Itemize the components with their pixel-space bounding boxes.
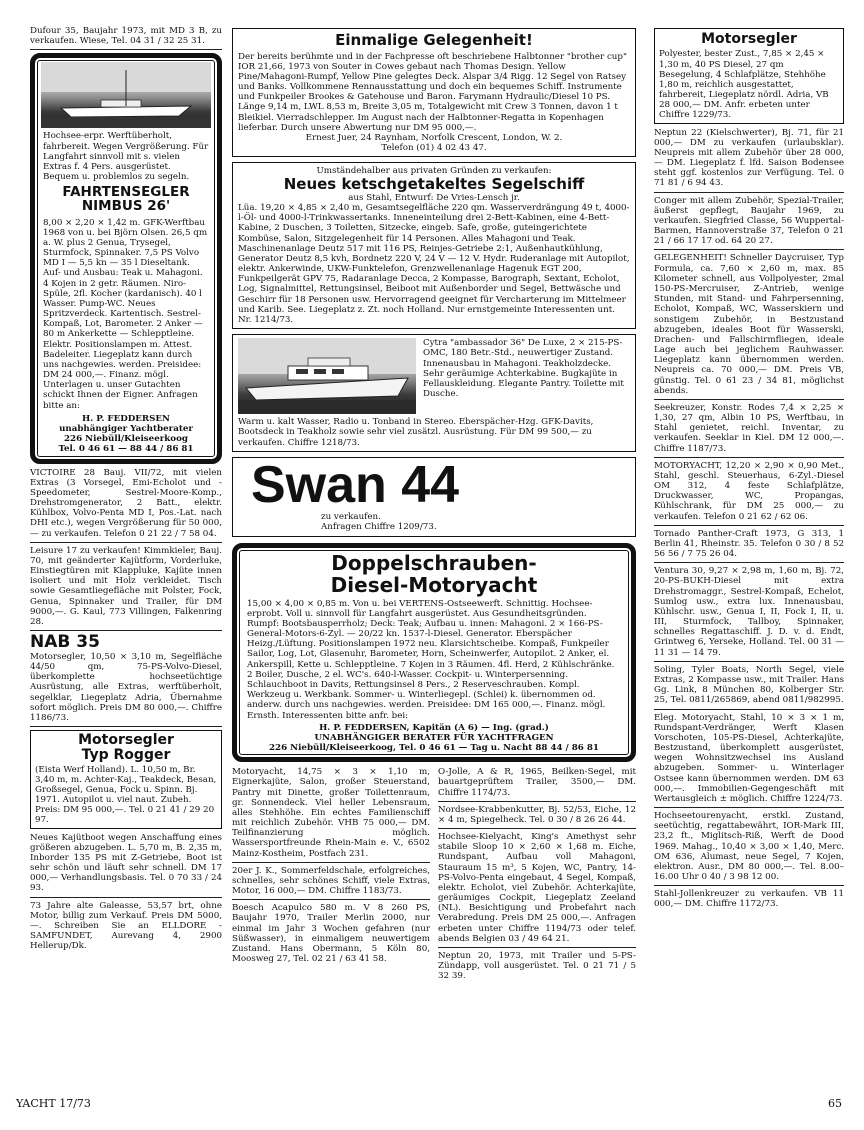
ad-leisure-text: Leisure 17 zu verkaufen! Kimmkieler, Bauj. 70, mit geänderter Kajütform, Vorderluke, Einstiegtüren mit Klappluke, Kajüte innen isoliert und mit Holz verkleidet. Tisch sowie Gesamtliegefläche mit Polster, Fock, Genua, Spinnaker und Trailer, für DM 9000,—. G. Kaul, 773 Villingen, Falkenring 28. — [30, 545, 222, 627]
ad-swan — [232, 457, 636, 537]
ad-seekreuzer — [654, 403, 844, 458]
doppel-contact — [247, 723, 621, 754]
rogger-body: (Eista Werf Holland). L. 10,50 m, Br. 3,40 m, m. Achter-Kaj., Teakdeck, Besan, Großsegel, Genua, Fock u. Spinn. Bj. 1971. Autopilot u. viel naut. Zubeh. Preis: DM 95 000,—. Tel. 0 21 41 / 29 20 97. — [35, 764, 217, 826]
ad-dufour-text: Dufour 35, Baujahr 1973, mit MD 3 B, zu verkaufen. Wiese, Tel. 04 31 / 32 25 31. — [30, 26, 222, 47]
gelegenheit-phone: Telefon (01) 4 02 43 47. — [381, 143, 487, 154]
ad-kielyacht-text: Hochsee-Kielyacht, King's Amethyst sehr stabile Sloop 10 × 2,60 × 1,68 m. Eiche, Rundspant, Aufbau voll Mahagoni, Stauraum 15 m³, 5 Kojen, WC, Pantry, 14-PS-Volvo-Penta eingebaut, 4 Segel, Kompaß, elektr. Echolot, viel Zubehör. Achterkajüte, geräumiges Cockpit, Liegeplatz Zeeland (NL). Besichtigung und Probefahrt nach Verabredung. Preis DM 25 000,—. Anfragen erbeten unter Chiffre 1194/73 oder telef. abends Belgien 03 / 49 64 21. — [438, 832, 636, 944]
ad-stahljolle-text: Stahl-Jollenkreuzer zu verkaufen. VB 11 000,— DM. Chiffre 1172/73. — [654, 889, 844, 910]
ad-acapulco — [232, 903, 430, 967]
ad-kajuetboot — [30, 833, 222, 898]
segelschiff-subtitle: aus Stahl, Entwurf: De Vries-Lensch jr. — [348, 192, 520, 203]
ad-doppelschrauben — [232, 543, 636, 763]
doppel-body: 15,00 × 4,00 × 0,85 m. Von u. bei VERTENS-Ostseewerft. Schnittig. Hochsee-erprobt. Voll u. sinnvoll für Langfahrt ausgerüstet. Aus Gesundheitsgründen. Rumpf: Bootsbausperrholz; Deck: Teak; Aufbau u. innen: Mahagoni. 2 × 166-PS-General-Motors-6-Zyl. — 20/22 kn. 1537-l-Diesel. Generator. Eberspächer Heizg./Lüftung. Positionslampen 1972 neu. Klarsichtscheibe. Kompaß, Funkpeiler Sailor, Log, Lot, Glasenuhr, Barometer, Horn, Scheinwerfer, Autopilot. 2 Anker, el. Ankerspill, Kette u. Schlepptleine. 7 Kojen in 3 Räumen. 4fl. Herd, 2 Kühlschränke. 2 Boiler, Dusche, 2 el. WC's. 640-l-Wasser. Cockpit- u. Winterpersenning. Schlauchboot in Davits, Rettungsinsel 8 Pers., 2 Reserveschrauben. Kompl. Werkzeug u. Werkbank. Sommer- u. Winterliegepl. (Schlei) k. übernommen od. anderw. durch uns nachgewies. werden. Preisidee: DM 165 000,—. Finanz. mögl. Ernsth. Interessenten bitte anfr. bei: — [247, 598, 615, 721]
ad-daycruiser-text: GELEGENHEIT! Schneller Daycruiser, Typ Formula, ca. 7,60 × 2,60 m, max. 85 Kilometer schnell, aus Vollpolyester, 2mal 150-PS-Mercruiser, Z-Antrieb, wenige Stunden, mit Stand- und Fahrpersenning, Echolot, Kompaß, WC, Wasserskiern und sonstigem Zubehör, in Bestzustand abzugeben, ideales Boot für Wasserski, Drachen- und Fallschirmfliegen, ideale Lage auch bei jeglichem Rauhwasser. Liegeplatz kann übernommen werden. Neupreis ca. 70 000,— DM. Preis VB, günstig. Tel. 0 61 23 / 34 81, möglichst abends. — [654, 253, 844, 396]
cytra-body-2: Warm u. kalt Wasser, Radio u. Tonband in Stereo. Eberspächer-Hzg. GFK-Davits, Bootsdeck in Teakholz sowie sehr viel zusätzl. Ausrüstung. Für DM 99 500,— zu verkaufen. Chiffre 1218/73. — [238, 417, 594, 448]
doppel-contact-role: UNABHÄNGIGER BERATER FÜR YACHTFRAGEN — [314, 732, 554, 743]
ad-seekreuzer-text: Seekreuzer, Konstr. Rodes 7,4 × 2,25 × 1,30, 27 qm, Albin 10 PS, Werftbau, in Stahl genietet, reichl. Inventar, zu verkaufen. Seeklar in Kiel. DM 12 000,—. Chiffre 1187/73. — [654, 402, 844, 454]
ad-nimbus — [30, 53, 222, 463]
ad-rogger — [30, 730, 222, 828]
ad-soling-text: Soling, Tyler Boats, North Segel, viele Extras, 2 Kompasse usw., mit Trailer. Hans Gg. Link, 8 München 80, Kolberger Str. 25, Tel. 0811/265869, abend 0811/982995. — [654, 664, 844, 706]
column-2a — [232, 767, 430, 987]
ad-daycruiser — [654, 253, 844, 399]
ad-soling — [654, 665, 844, 710]
ad-stahljolle — [654, 889, 844, 912]
ad-motoryacht-stahl — [654, 461, 844, 526]
doppel-contact-address: 226 Niebüll/Kleiseerkoog, Tel. 0 46 61 — Tag u. Nacht 88 44 / 86 81 — [269, 743, 599, 754]
ad-neptun22 — [654, 128, 844, 193]
boat-photo-nimbus — [41, 62, 211, 128]
ad-acapulco-text: Boesch Acapulco 580 m. V 8 260 PS, Baujahr 1970, Trailer Merlin 2000, nur einmal im Jahr 3 Wochen gefahren (nur Süßwasser), in einmaligem neuwertigem Zustand. Hans Obermann, 5 Köln 80, Moosweg 27, Tel. 02 21 / 63 41 58. — [232, 903, 430, 965]
ad-ventura-text: Ventura 30, 9,27 × 2,98 m, 1,60 m, Bj. 72, 20-PS-BUKH-Diesel mit extra Drehstromaggr., Sestrel-Kompaß, Echelot, Sumlog usw., extra lux. Innenausbau, Kühlschr. usw., Genua I, II, Fock I, II, u. III, Sturmfock, Tallboy, Spinnaker, schnelles Regattaschiff. J. D. v. d. Endt, Grintweg 6, Yerseke, Holland. Tel. 00 31 — 11 31 — 14 79. — [654, 566, 844, 658]
ad-dufour — [30, 26, 222, 50]
ad-hochseetourenyacht-text: Hochseetourenyacht, erstkl. Zustand, seetüchtig, regattabewährt, IOR-Mark III, 23,2 ft., Miglitsch-Riß, Werft de Dood 1969. Mahag., 10,40 × 3,00 × 1,40, Merc. OM 636, Alumast, neue Segel, 7 Kojen, elektron. Ausr., DM 80 000,—. Tel. 8.00–16.00 Uhr 0 40 / 3 98 12 00. — [654, 811, 844, 883]
nimbus-contact-role: unabhängiger Yachtberater — [59, 423, 193, 434]
ad-galeasse — [30, 901, 222, 955]
column-2-split — [232, 767, 636, 987]
ad-leisure — [30, 546, 222, 631]
footer-page-number: 65 — [828, 1097, 842, 1110]
rogger-title-2: Typ Rogger — [81, 746, 171, 763]
ad-ventura — [654, 566, 844, 662]
ad-motoryacht-text: Motoryacht, 14,75 × 3 × 1,10 m, Eignerkajüte, Salon, großer Steuerstand, Pantry mit Dinette, großer Toilettenraum, gr. Sonnendeck. Viel heller Lebensraum, alles Stehhöhe. Ein echtes Familienschiff mit reichlich Zubehör. VHB 75 000,— DM. Teilfinanzierung möglich. Wassersportfreunde Rhein-Main e. V., 6502 Mainz-Kostheim, Postfach 231. — [232, 767, 430, 859]
ad-victoire — [30, 468, 222, 543]
segelschiff-intro: Umständehalber aus privaten Gründen zu verkaufen: — [316, 166, 552, 177]
gelegenheit-body: Der bereits berühmte und in der Fachpresse oft beschriebene Halbtonner "brother cup" IOR 21,66, 1973 von Souter in Cowes gebaut nach Thomas Design. Yellow Pine/Mahagoni-Rumpf, Yellow Pine gelegtes Deck. Alspar 3/4 Rigg. 12 Segel von Ratsey und Banks. Vollkommene Rennausstattung und doch ein bequemes Schiff. Instrumente und Funkpeiler Brookes & Gatehouse und Baron. Farymann Hydraulic/Diesel 10 PS. Länge 9,14 m, LWL 8,53 m, Breite 3,05 m, Totalgewicht mit Crew 3 Tonnen, davon 1 t Bleikiel. Vierradschlepper. Im August nach der Halbtonner-Regatta in Kopenhagen lieferbar. Durch unsere Abwertung nur DM 95 000,—. — [238, 51, 627, 133]
ad-motoryacht-stahl-text: MOTORYACHT, 12,20 × 2,90 × 0,90 Met., Stahl, geschl. Steuerhaus, 6-Zyl.-Diesel OM 312, 4 feste Schlafplätze, Druckwasser, WC, Propangas, Kühlschrank, für DM 25 000,— zu verkaufen. Telefon 0 21 62 / 62 06. — [654, 460, 844, 522]
ad-jk-text: 20er J. K., Sommerfeldschale, erfolgreiches, schnelles, sehr schönes Schiff, viele Extras, Motor, 16 000,— DM. Chiffre 1183/73. — [232, 865, 430, 897]
ad-nordsee-text: Nordsee-Krabbenkutter, Bj. 52/53, Eiche, 12 × 4 m, Spiegelheck. Tel. 0 30 / 8 26 26 44. — [438, 804, 636, 825]
cytra-body-1: Cytra "ambassador 36" De Luxe, 2 × 215-PS-OMC, 180 Betr.-Std., neuwertiger Zustand. Innenausbau in Mahagoni. Teakholzdecke. Sehr geräumige Achterkabine. Bugkajüte in Fellauskleidung. Elegante Pantry. Toilette mit Dusche. — [423, 338, 624, 400]
gelegenheit-title: Einmalige Gelegenheit! — [335, 31, 533, 49]
doppel-title-1: Doppelschrauben- — [331, 550, 537, 575]
ad-ojolle-text: O-Jolle, A & R, 1965, Beilken-Segel, mit bauartgeprüftem Trailer, 3500,— DM. Chiffre 1174/73. — [438, 767, 636, 798]
ad-neptun20-text: Neptun 20, 1973, mit Trailer und 5-PS-Zündapp, voll ausgerüstet. Tel. 0 21 71 / 5 32 39. — [438, 950, 636, 982]
ad-kielyacht — [438, 832, 636, 948]
ad-segelschiff — [232, 162, 636, 329]
ad-tornado — [654, 529, 844, 564]
ad-neptun20 — [438, 951, 636, 985]
nimbus-intro: Hochsee-erpr. Werftüberholt, fahrbereit. Wegen Vergrößerung. Für Langfahrt sinnvoll mit s. vielen Extras f. 4 Pers. ausgerüstet. Bequem u. problemlos zu segeln. — [43, 131, 209, 183]
doppel-title-2: Diesel-Motoryacht — [330, 572, 538, 597]
ad-nordsee — [438, 805, 636, 829]
ad-eleg-motoryacht — [654, 713, 844, 809]
swan-subtitle-1: zu verkaufen. — [321, 512, 381, 523]
gelegenheit-contact: Ernest Juer, 24 Raynham, Norfolk Crescent, London, W. 2. — [305, 132, 563, 143]
ad-motoryacht — [232, 767, 430, 863]
swan-title: Swan 44 — [251, 455, 460, 514]
ad-galeasse-text: 73 Jahre alte Galeasse, 53,57 brt, ohne Motor, billig zum Verkauf. Preis DM 5000,—. Schreiben Sie an ELLDORE - SAMFUNDET, Aurevang 4, 2900 Hellerup/Dk. — [30, 900, 222, 952]
motorsegler-title: Motorsegler — [701, 31, 797, 47]
ad-conger-text: Conger mit allem Zubehör, Spezial-Trailer, äußerst gepflegt, Baujahr 1969, zu verkaufen. Siegfried Classe, 56 Wuppertal-Barmen, Hannoverstraße 37, Telefon 0 21 21 / 66 17 17 od. 64 20 27. — [654, 195, 844, 247]
nimbus-contact — [43, 414, 209, 455]
ad-motorsegler — [654, 28, 844, 124]
column-2 — [232, 28, 636, 1098]
ad-gelegenheit — [232, 28, 636, 157]
ad-victoire-text: VICTOIRE 28 Bauj. VII/72, mit vielen Extras (3 Vorsegel, Emi-Echolot und -Speedometer, Sestrel-Moore-Komp., Drehstromgenerator, 2 Batt., elektr. Kühlbox, Volvo-Penta MD I, Pos.-Lat. nach DHI etc.), wegen Vergrößerung für 50 000,— zu verkaufen. Telefon 0 21 22 / 7 58 04. — [30, 467, 222, 539]
nab-title: NAB 35 — [30, 632, 100, 653]
ad-conger — [654, 196, 844, 251]
swan-subtitle-2: Anfragen Chiffre 1209/73. — [321, 522, 437, 533]
boat-photo-cytra — [238, 338, 416, 414]
nimbus-title: FAHRTENSEGLER NIMBUS 26' — [62, 184, 190, 215]
column-1 — [30, 26, 222, 1096]
ad-ojolle — [438, 767, 636, 802]
motorsegler-body: Polyester, bester Zust., 7,85 × 2,45 × 1,30 m, 40 PS Diesel, 27 qm Besegelung, 4 Schlafplätze, Stehhöhe 1,80 m, reichlich ausgestattet, fahrbereit, Liegeplatz nördl. Adria, VB 28 000,— DM. Anfr. erbeten unter Chiffre 1229/73. — [659, 49, 829, 121]
nab-body: Motorsegler, 10,50 × 3,10 m, Segelfläche 44/50 qm, 75-PS-Volvo-Diesel, überkomplette hochseetüchtige Ausrüstung, alle Extras, werftüberholt, segelklar, Liegeplatz Adria, Übernahme sofort möglich. Preis DM 80 000,—. Chiffre 1186/73. — [30, 651, 222, 723]
nimbus-body: 8,00 × 2,20 × 1,42 m. GFK-Werftbau 1968 von u. bei Björn Olsen. 26,5 qm a. W. plus 2 Genua, Trysegel, Sturmfock, Spinnaker. 7,5 PS Volvo MD I — 5,5 kn — 35 l Dieseltank. Auf- und Ausbau: Teak u. Mahagoni. 4 Kojen in 2 getr. Räumen. Niro-Spüle, 2fl. Kocher (kardanisch). 40 l Wasser. Pump-WC. Neues Spritzverdeck. Kartentisch. Sestrel-Kompaß, Lot, Barometer. 2 Anker — 80 m Ankerkette — Schlepptleine. Elektr. Positionslampen m. Attest. Badeleiter. Liegeplatz kann durch uns nachgewies. werden. Preisidee: DM 24 000,—. Finanz. mögl. Unterlagen u. unser Gutachten schickt Ihnen der Eigner. Anfragen bitte an: — [43, 217, 208, 411]
column-2b — [438, 767, 636, 987]
nimbus-contact-address: 226 Niebüll/Kleiseerkoog — [64, 434, 188, 445]
footer-magazine-issue: YACHT 17/73 — [16, 1097, 91, 1110]
rogger-title-1: Motorsegler — [78, 732, 174, 749]
ad-nab — [30, 634, 222, 727]
nimbus-contact-phone: Tel. 0 46 61 — 88 44 / 86 81 — [58, 444, 194, 455]
segelschiff-title: Neues ketschgetakeltes Segelschiff — [283, 175, 585, 194]
ad-cytra — [232, 334, 636, 452]
ad-kajuetboot-text: Neues Kajütboot wegen Anschaffung eines größeren abzugeben. L. 5,70 m, B. 2,35 m, Inborder 135 PS mit Z-Getriebe, Boot ist sehr schön und läuft sehr schnell. DM 17 000,— Verhandlungsbasis. Tel. 0 70 33 / 24 93. — [30, 832, 222, 894]
ad-hochseetourenyacht — [654, 811, 844, 886]
nimbus-contact-name: H. P. FEDDERSEN — [82, 413, 170, 424]
ad-jk — [232, 866, 430, 901]
segelschiff-body: Lüa. 19,20 × 4,85 × 2,40 m, Gesamtsegelfläche 220 qm. Wasserverdrängung 49 t, 4000-l-Öl- und 4000-l-Trinkwassertanks. Inneneinteilung drei 2-Bett-Kabinen, eine 4-Bett-Kabine, 2 Duschen, 3 Toiletten, Sitzecke, eingeb. Safe, große, guteingerichtete Kombüse, Salon, Sitzgelegenheit für 14 Personen. Alles Mahagoni und Teak. Maschinenanlage Deutz 517 mit 116 PS, Reinjes-Getriebe 2:1, Außenhautkühlung, Generator Deutz 8,5 kvh, Bordnetz 220 V, 24 V — 12 V. Hydr. Ruderanlage mit Autopilot, elektr. Ankerwinde, UKW-Funktelefon, Grenzwellenanlage Hagenuk EGT 200, Funkpeilgerät GPV 75, Radaranlage Decca, 2 Kompasse, Barograph, Sextant, Echolot, Log, Signalmittel, Rettungsinsel, Beiboot mit Außenborder und Segel, Bettwäsche und Geschirr für 18 Personen usw. Hervorragend geeignet für Vercharterung im Mittelmeer und Karib. See. Liegeplatz z. Zt. noch Holland. Nur ernstgemeinte Interessenten unt. Nr. 1214/73. — [238, 203, 630, 325]
ad-neptun22-text: Neptun 22 (Kielschwerter), Bj. 71, für 21 000,— DM zu verkaufen (urlaubsklar). Neupreis mit allem Zubehör über 28 000,— DM. Liegeplatz f. lfd. Saison Bodensee steht ggf. kostenlos zur Verfügung. Tel. 0 71 81 / 6 94 43. — [654, 127, 844, 189]
ad-tornado-text: Tornado Panther-Craft 1973, G 313, 1 Berlin 41, Rheinstr. 35. Telefon 0 30 / 8 52 56 56 / 7 75 26 04. — [654, 528, 844, 560]
doppel-contact-name: H. P. FEDDERSEN, Kapitän (A 6) — Ing. (grad.) — [319, 722, 549, 733]
column-3 — [654, 28, 844, 1098]
ad-eleg-motoryacht-text: Eleg. Motoryacht, Stahl, 10 × 3 × 1 m, Rundspant-Verdränger, Werft Klasen Vorschoten, 105-PS-Diesel, Achterkajüte, Bestzustand, überkomplett ausgerüstet, wegen Wohnsitzwechsel ins Ausland abzugeben. Sommer- u. Winterlager Ostsee kann übernommen werden. DM 63 000,—. Immobilien-Gegengeschäft mit Wertausgleich ± möglich. Chiffre 1224/73. — [654, 712, 844, 804]
